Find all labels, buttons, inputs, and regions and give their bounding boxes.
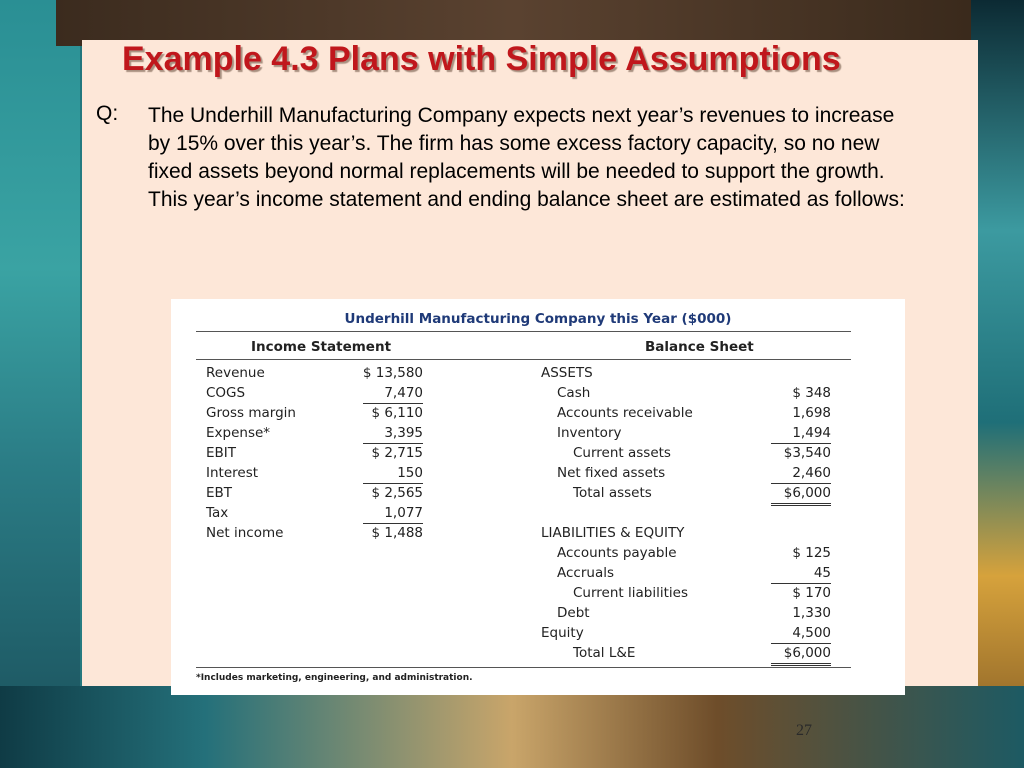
income-label: Net income — [206, 525, 284, 541]
balance-value: 1,698 — [792, 405, 831, 421]
income-value: $ 2,715 — [371, 445, 423, 461]
balance-section-label: ASSETS — [541, 365, 593, 381]
table-footnote: *Includes marketing, engineering, and administration. — [196, 673, 473, 683]
question-text: The Underhill Manufacturing Company expects next year’s revenues to increase by 15% over this year’s. The firm has some excess factory capacity, so no new fixed assets beyond normal replacements will be needed to support the growth. This year’s income statement and ending balance sheet are estimated as follows: — [148, 104, 905, 211]
table-top-rule — [196, 331, 851, 332]
balance-label: Current liabilities — [573, 585, 688, 601]
income-label: Expense* — [206, 425, 271, 441]
balance-label: Accounts payable — [557, 545, 677, 561]
income-value: $ 6,110 — [371, 405, 423, 421]
balance-sheet-header: Balance Sheet — [645, 339, 754, 355]
income-label: Gross margin — [206, 405, 296, 421]
balance-label: Current assets — [573, 445, 671, 461]
slide-title: Example 4.3 Plans with Simple Assumptions — [122, 40, 841, 78]
balance-value: 4,500 — [771, 623, 831, 644]
income-value: 1,077 — [363, 503, 423, 524]
income-value: $ 13,580 — [362, 365, 423, 381]
background-left — [0, 0, 80, 768]
background-bottom — [0, 686, 1024, 768]
income-value: 150 — [363, 463, 423, 484]
header-rule — [196, 359, 851, 360]
balance-value: 1,494 — [771, 423, 831, 444]
income-label: Tax — [206, 505, 229, 521]
balance-label: Net fixed assets — [557, 465, 666, 481]
balance-value: $ 125 — [792, 545, 831, 561]
balance-label: Inventory — [557, 425, 622, 441]
balance-value: $ 348 — [792, 385, 831, 401]
balance-value: $3,540 — [783, 445, 831, 461]
balance-value: $6,000 — [771, 483, 831, 506]
balance-label: Cash — [557, 385, 591, 401]
balance-value: 45 — [771, 563, 831, 584]
table-bottom-rule — [196, 667, 851, 668]
balance-label: Accruals — [557, 565, 615, 581]
balance-value: $ 170 — [792, 585, 831, 601]
balance-value: 2,460 — [771, 463, 831, 484]
table-title: Underhill Manufacturing Company this Year ($000) — [344, 311, 732, 327]
question-label: Q: — [96, 102, 119, 125]
income-value: 7,470 — [363, 383, 423, 404]
balance-value: 1,330 — [792, 605, 831, 621]
income-label: EBT — [206, 485, 233, 501]
balance-label: Equity — [541, 625, 584, 641]
income-value: $ 2,565 — [371, 485, 423, 501]
income-value: 3,395 — [363, 423, 423, 444]
balance-label: Total assets — [573, 485, 652, 501]
balance-value: $6,000 — [771, 643, 831, 666]
income-label: Revenue — [206, 365, 265, 381]
balance-label: Total L&E — [573, 645, 636, 661]
page-number: 27 — [796, 722, 812, 739]
income-label: Interest — [206, 465, 259, 481]
income-label: EBIT — [206, 445, 237, 461]
income-value: $ 1,488 — [371, 525, 423, 541]
slide-panel — [82, 40, 978, 686]
balance-label: Accounts receivable — [557, 405, 693, 421]
financial-table — [171, 299, 905, 695]
income-statement-header: Income Statement — [251, 339, 392, 355]
balance-label: Debt — [557, 605, 590, 621]
income-label: COGS — [206, 385, 246, 401]
balance-section-label: LIABILITIES & EQUITY — [541, 525, 685, 541]
